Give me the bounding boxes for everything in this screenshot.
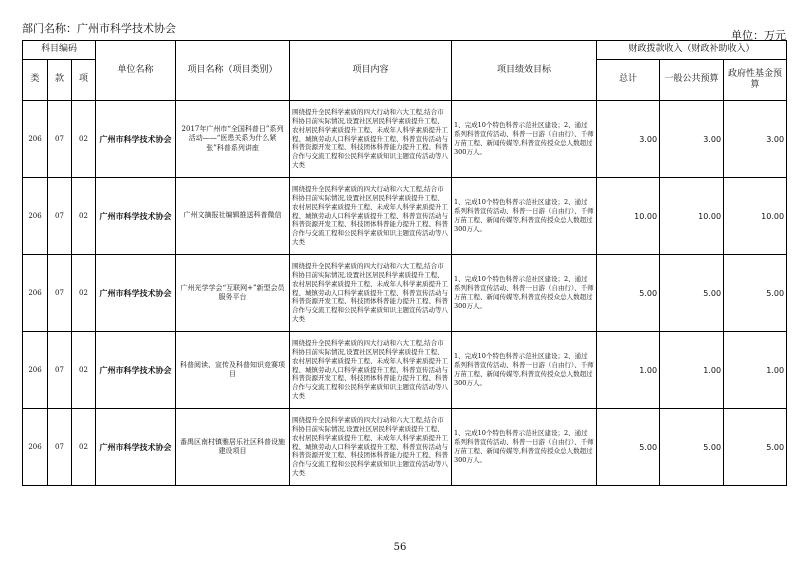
performance-goal-header: 项目绩效目标 — [452, 41, 597, 101]
table-row — [23, 178, 787, 255]
department-name: 部门名称：广州市科学技术协会 — [22, 22, 176, 35]
content-cell: 围绕提升全民科学素质的四大行动和六大工程,结合市科协目前实际情况,设置社区居民科学素质提升工程、农村居民科学素质提升工程、未成年人科学素质提升工程、城镇劳动人口科学素质提升工程、科普宣传活动与科普资源开发工程、科技团体科普能力提升工程、科普合作与交流工程和公民科学素质知识主题宣传活动等八大类 — [290, 255, 452, 332]
lei-header: 类 — [23, 60, 48, 101]
total-cell: 5.00 — [597, 255, 660, 332]
unit-name-header: 单位名称 — [96, 41, 176, 101]
kuan-header: 款 — [48, 60, 72, 101]
xiang-header: 项 — [72, 60, 96, 101]
table-row — [23, 332, 787, 409]
general-budget-cell: 5.00 — [660, 255, 724, 332]
xiang-cell: 02 — [72, 332, 96, 409]
goal-cell: 1、完成10个特色科普示范社区建设；2、通过系列科普宣传活动、科普一日游（自由行）、千师万苗工程、新闻传媒等,科普宣传授众总人数超过300万人。 — [452, 101, 597, 178]
unit-cell: 广州市科学技术协会 — [96, 332, 176, 409]
goal-cell: 1、完成10个特色科普示范社区建设；2、通过系列科普宣传活动、科普一日游（自由行）、千师万苗工程、新闻传媒等,科普宣传授众总人数超过300万人。 — [452, 178, 597, 255]
goal-cell: 1、完成10个特色科普示范社区建设；2、通过系列科普宣传活动、科普一日游（自由行）、千师万苗工程、新闻传媒等,科普宣传授众总人数超过300万人。 — [452, 332, 597, 409]
kuan-cell: 07 — [48, 409, 72, 486]
general-budget-cell: 1.00 — [660, 332, 724, 409]
unit-cell: 广州市科学技术协会 — [96, 101, 176, 178]
xiang-cell: 02 — [72, 101, 96, 178]
lei-cell: 206 — [23, 255, 48, 332]
unit-label: 单位：万元 — [731, 29, 786, 42]
xiang-cell: 02 — [72, 409, 96, 486]
project-cell: 2017年广州市“全国科普日”系列活动——“医患关系为什么紧张”科普系列讲座 — [176, 101, 290, 178]
total-cell: 3.00 — [597, 101, 660, 178]
subject-code-header: 科目编码 — [23, 41, 96, 60]
project-cell: 广州文摘报社编辑推送科普微信 — [176, 178, 290, 255]
kuan-cell: 07 — [48, 332, 72, 409]
fund-budget-cell: 1.00 — [724, 332, 787, 409]
content-cell: 围绕提升全民科学素质的四大行动和六大工程,结合市科协目前实际情况,设置社区居民科学素质提升工程、农村居民科学素质提升工程、未成年人科学素质提升工程、城镇劳动人口科学素质提升工程、科普宣传活动与科普资源开发工程、科技团体科普能力提升工程、科普合作与交流工程和公民科学素质知识主题宣传活动等八大类 — [290, 178, 452, 255]
kuan-cell: 07 — [48, 101, 72, 178]
kuan-cell: 07 — [48, 255, 72, 332]
table-row — [23, 409, 787, 486]
content-cell: 围绕提升全民科学素质的四大行动和六大工程,结合市科协目前实际情况,设置社区居民科学素质提升工程、农村居民科学素质提升工程、未成年人科学素质提升工程、城镇劳动人口科学素质提升工程、科普宣传活动与科普资源开发工程、科技团体科普能力提升工程、科普合作与交流工程和公民科学素质知识主题宣传活动等八大类 — [290, 101, 452, 178]
finance-group-header: 财政拨款收入（财政补助收入） — [597, 41, 787, 60]
budget-table — [22, 40, 787, 486]
lei-cell: 206 — [23, 332, 48, 409]
project-name-header: 项目名称（项目类别） — [176, 41, 290, 101]
project-cell: 番禺区南村镇雅居乐社区科普设施建设项目 — [176, 409, 290, 486]
lei-cell: 206 — [23, 178, 48, 255]
fund-budget-cell: 5.00 — [724, 409, 787, 486]
project-content-header: 项目内容 — [290, 41, 452, 101]
kuan-cell: 07 — [48, 178, 72, 255]
general-budget-header: 一般公共预算 — [660, 60, 724, 101]
general-budget-cell: 5.00 — [660, 409, 724, 486]
unit-cell: 广州市科学技术协会 — [96, 409, 176, 486]
goal-cell: 1、完成10个特色科普示范社区建设；2、通过系列科普宣传活动、科普一日游（自由行）、千师万苗工程、新闻传媒等,科普宣传授众总人数超过300万人。 — [452, 409, 597, 486]
unit-cell: 广州市科学技术协会 — [96, 178, 176, 255]
page-number: 56 — [393, 542, 407, 553]
goal-cell: 1、完成10个特色科普示范社区建设；2、通过系列科普宣传活动、科普一日游（自由行）、千师万苗工程、新闻传媒等,科普宣传授众总人数超过300万人。 — [452, 255, 597, 332]
total-header: 总计 — [597, 60, 660, 101]
project-cell: 科普阅读、宣传及科普知识竞赛项目 — [176, 332, 290, 409]
xiang-cell: 02 — [72, 178, 96, 255]
project-cell: 广州光学学会“互联网+”新型会员服务平台 — [176, 255, 290, 332]
table-row — [23, 255, 787, 332]
fund-budget-cell: 3.00 — [724, 101, 787, 178]
total-cell: 1.00 — [597, 332, 660, 409]
general-budget-cell: 3.00 — [660, 101, 724, 178]
total-cell: 5.00 — [597, 409, 660, 486]
fund-budget-cell: 10.00 — [724, 178, 787, 255]
fund-budget-cell: 5.00 — [724, 255, 787, 332]
unit-cell: 广州市科学技术协会 — [96, 255, 176, 332]
content-cell: 围绕提升全民科学素质的四大行动和六大工程,结合市科协目前实际情况,设置社区居民科学素质提升工程、农村居民科学素质提升工程、未成年人科学素质提升工程、城镇劳动人口科学素质提升工程、科普宣传活动与科普资源开发工程、科技团体科普能力提升工程、科普合作与交流工程和公民科学素质知识主题宣传活动等八大类 — [290, 409, 452, 486]
fund-budget-header: 政府性基金预算 — [724, 60, 787, 101]
table-row — [23, 101, 787, 178]
xiang-cell: 02 — [72, 255, 96, 332]
lei-cell: 206 — [23, 409, 48, 486]
lei-cell: 206 — [23, 101, 48, 178]
total-cell: 10.00 — [597, 178, 660, 255]
content-cell: 围绕提升全民科学素质的四大行动和六大工程,结合市科协目前实际情况,设置社区居民科学素质提升工程、农村居民科学素质提升工程、未成年人科学素质提升工程、城镇劳动人口科学素质提升工程、科普宣传活动与科普资源开发工程、科技团体科普能力提升工程、科普合作与交流工程和公民科学素质知识主题宣传活动等八大类 — [290, 332, 452, 409]
general-budget-cell: 10.00 — [660, 178, 724, 255]
